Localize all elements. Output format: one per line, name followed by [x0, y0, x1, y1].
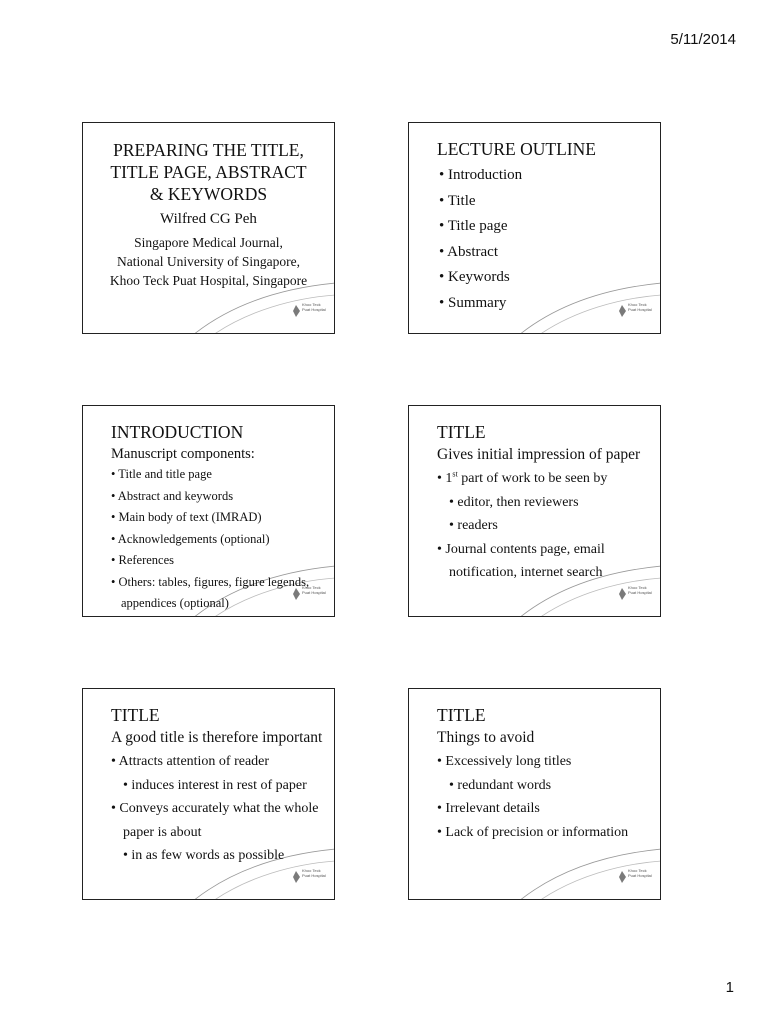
list-item: • Title [439, 192, 476, 209]
list-item: • Attracts attention of reader [111, 754, 270, 769]
list-item: • Introduction [439, 167, 523, 183]
list-item: • Others: tables, figures, figure legends, [111, 574, 310, 589]
slide-heading: INTRODUCTION [111, 422, 244, 442]
list-item: • induces interest in rest of paper [123, 777, 307, 793]
list-item: • Title and title page [111, 467, 212, 481]
author-name: Wilfred CG Peh [160, 211, 257, 227]
slide-title-line: PREPARING THE TITLE, [113, 140, 304, 160]
slide-things-to-avoid [408, 688, 661, 900]
hospital-logo: Khoo Teck Puat Hospital [618, 867, 652, 891]
slide-subheading: Things to avoid [437, 729, 535, 746]
list-item: • Excessively long titles [437, 754, 572, 769]
slide-title [82, 122, 335, 334]
list-item: • Title page [439, 218, 508, 234]
outline-list [409, 163, 660, 316]
hospital-logo: Khoo Teck Puat Hospital [618, 301, 652, 325]
list-item: • redundant words [449, 777, 552, 793]
slide-lecture-outline [408, 122, 661, 334]
list-item: • Main body of text (IMRAD) [111, 510, 262, 524]
bullet-list [409, 467, 660, 585]
slide-good-title [82, 688, 335, 900]
list-item: • editor, then reviewers [449, 494, 579, 510]
list-item: • Lack of precision or information [437, 824, 629, 840]
print-date: 5/11/2014 [670, 31, 736, 48]
list-item: • readers [449, 518, 498, 533]
slide-title-line: TITLE PAGE, ABSTRACT [110, 162, 307, 182]
list-item: • Abstract and keywords [111, 488, 234, 503]
hospital-logo: Khoo Teck Puat Hospital [292, 867, 326, 891]
slide-subheading: Gives initial impression of paper [437, 446, 641, 463]
slide-heading: TITLE [437, 422, 486, 442]
list-item: • 1st part of work to be seen by [437, 469, 608, 486]
slide-introduction [82, 405, 335, 617]
slide-subheading: A good title is therefore important [111, 729, 323, 746]
slide-heading: TITLE [111, 705, 160, 725]
affiliation: Singapore Medical Journal, National University of Singapore, Khoo Teck Puat Hospital, Singapore [109, 235, 308, 288]
list-item: • Keywords [439, 269, 510, 285]
list-item: • Irrelevant details [437, 801, 540, 816]
list-item: • in as few words as possible [123, 848, 285, 863]
list-item: • Abstract [439, 243, 498, 260]
bullet-list [83, 750, 334, 868]
slide-title-impression [408, 405, 661, 617]
hospital-logo: Khoo Teck Puat Hospital [618, 584, 652, 608]
list-item: appendices (optional) [121, 596, 229, 610]
list-item: • Acknowledgements (optional) [111, 531, 270, 546]
list-item: • Summary [439, 294, 507, 311]
list-item: • References [111, 553, 175, 567]
list-item: notification, internet search [449, 565, 603, 580]
slide-subheading: Manuscript components: [111, 446, 255, 462]
hospital-logo: Khoo Teck Puat Hospital [292, 301, 326, 325]
page-number: 1 [725, 979, 734, 996]
hospital-logo: Khoo Teck Puat Hospital [292, 584, 326, 608]
list-item: paper is about [123, 824, 202, 840]
slide-title-line: & KEYWORDS [149, 184, 268, 204]
slide-heading: TITLE [437, 705, 486, 725]
bullet-list [409, 750, 660, 844]
list-item: • Journal contents page, email [437, 541, 605, 557]
slide-heading: LECTURE OUTLINE [437, 139, 596, 159]
components-list [83, 464, 334, 615]
list-item: • Conveys accurately what the whole [111, 801, 319, 816]
